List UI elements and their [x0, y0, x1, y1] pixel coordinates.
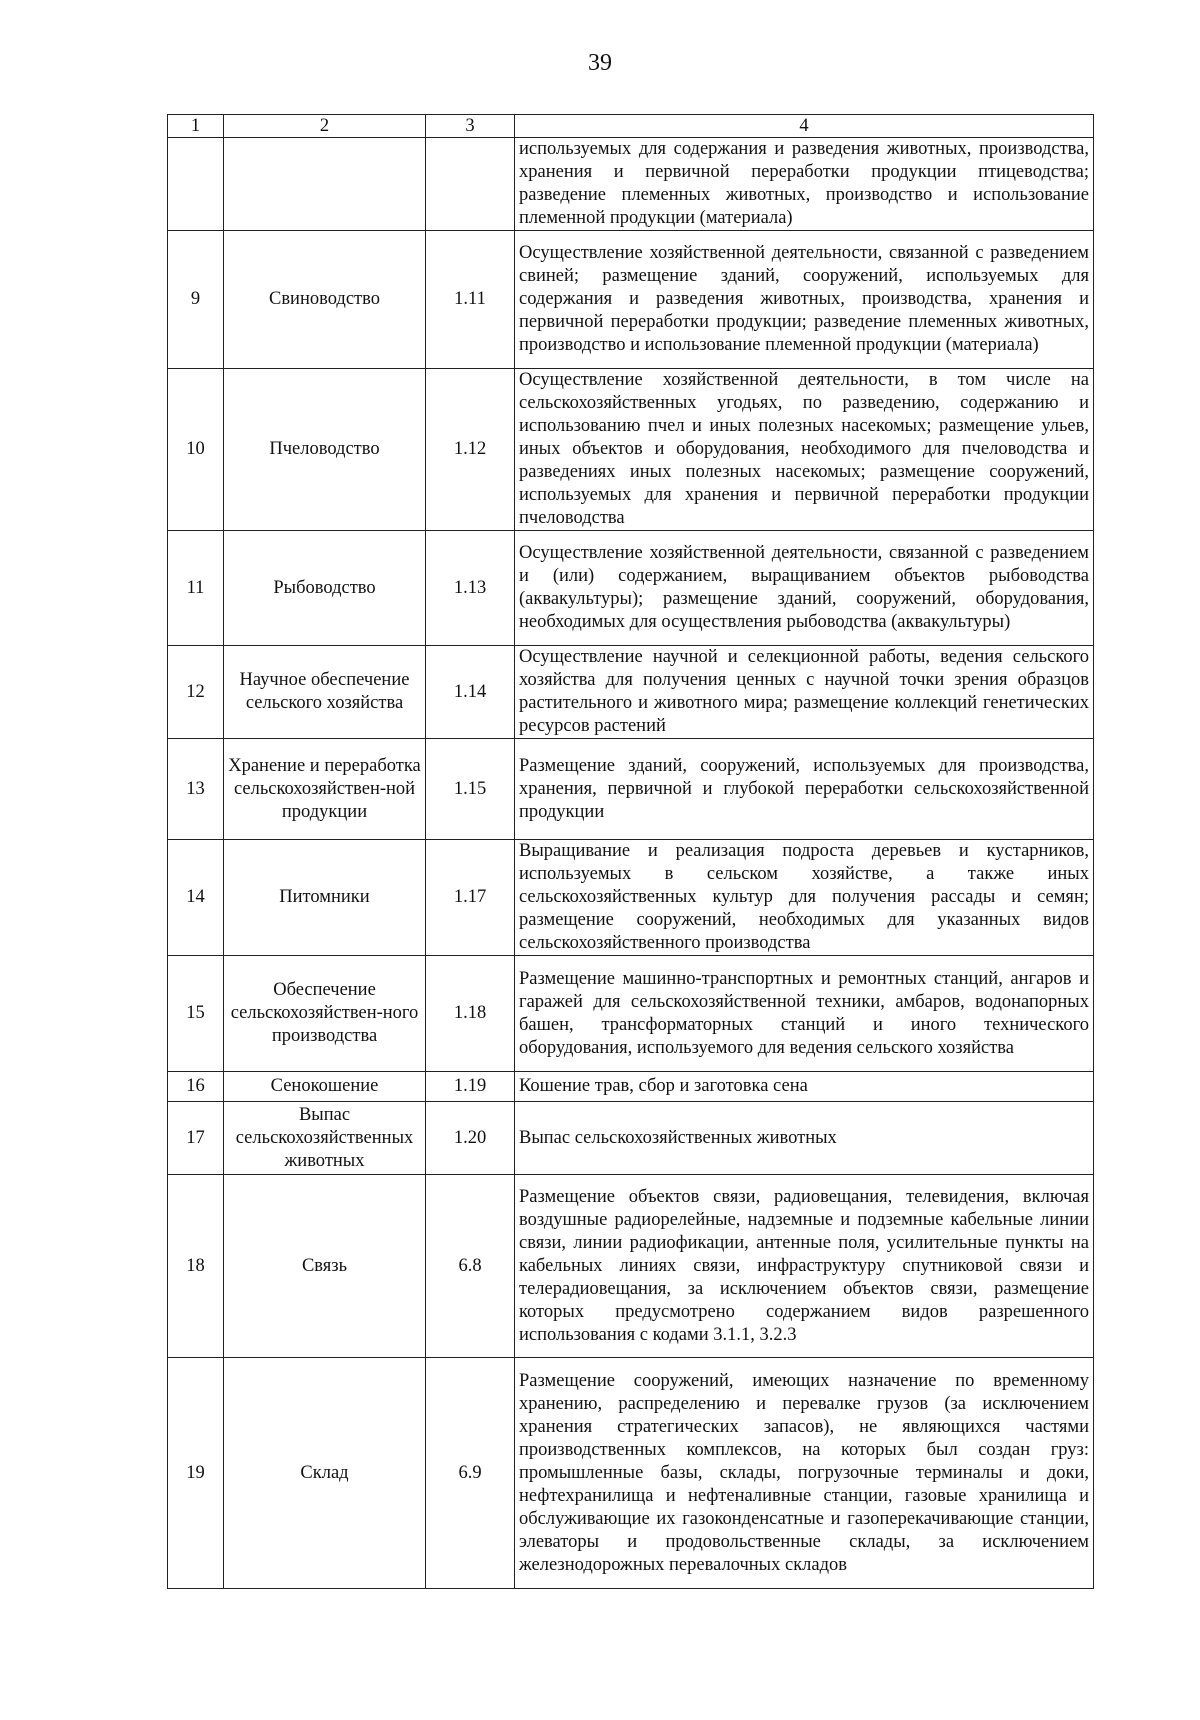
row-description-cell: используемых для содержания и разведения животных, производства, хранения и первичной переработки продукции птицеводства; разведение племенных животных, производство и использование племенной продукции (материала) — [515, 138, 1094, 231]
row-number-cell: 12 — [168, 646, 224, 739]
row-description-cell: Осуществление хозяйственной деятельности, связанной с разведением и (или) содержанием, выращиванием объектов рыбоводства (аквакультуры); размещение зданий, сооружений, оборудования, необходимых для осуществления рыбоводства (аквакультуры) — [515, 531, 1094, 646]
table-row — [168, 739, 1094, 840]
row-number-cell: 14 — [168, 840, 224, 956]
column-header-description: 4 — [515, 115, 1094, 138]
row-number-cell: 19 — [168, 1358, 224, 1589]
table-header-row — [168, 115, 1094, 138]
table-row — [168, 231, 1094, 369]
row-name-cell: Питомники — [224, 840, 426, 956]
row-number-cell: 13 — [168, 739, 224, 840]
row-name-cell: Свиноводство — [224, 231, 426, 369]
row-code-cell: 1.14 — [426, 646, 515, 739]
row-code-cell: 6.8 — [426, 1175, 515, 1358]
row-description-cell: Размещение зданий, сооружений, используемых для производства, хранения, первичной и глубокой переработки сельскохозяйственной продукции — [515, 739, 1094, 840]
row-name-cell: Связь — [224, 1175, 426, 1358]
row-description-cell: Осуществление научной и селекционной работы, ведения сельского хозяйства для получения ценных с научной точки зрения образцов растительного и животного мира; размещение коллекций генетических ресурсов растений — [515, 646, 1094, 739]
row-name-cell: Научное обеспечение сельского хозяйства — [224, 646, 426, 739]
row-description-cell: Кошение трав, сбор и заготовка сена — [515, 1072, 1094, 1102]
row-code-cell: 1.18 — [426, 956, 515, 1072]
row-code-cell: 1.15 — [426, 739, 515, 840]
row-code-cell: 1.20 — [426, 1102, 515, 1175]
row-name-cell — [224, 138, 426, 231]
row-code-cell: 6.9 — [426, 1358, 515, 1589]
table-row — [168, 1358, 1094, 1589]
row-number-cell: 10 — [168, 369, 224, 531]
row-code-cell: 1.12 — [426, 369, 515, 531]
row-number-cell: 15 — [168, 956, 224, 1072]
row-description-cell: Размещение объектов связи, радиовещания, телевидения, включая воздушные радиорелейные, надземные и подземные кабельные линии связи, линии радиофикации, антенные поля, усилительные пункты на кабельных линиях связи, инфраструктуру спутниковой связи и телерадиовещания, за исключением объектов связи, размещение которых предусмотрено содержанием видов разрешенного использования с кодами 3.1.1, 3.2.3 — [515, 1175, 1094, 1358]
row-name-cell: Хранение и переработка сельскохозяйствен-ной продукции — [224, 739, 426, 840]
row-description-cell: Размещение сооружений, имеющих назначение по временному хранению, распределению и перевалке грузов (за исключением хранения стратегических запасов), не являющихся частями производственных комплексов, на которых был создан груз: промышленные базы, склады, погрузочные терминалы и доки, нефтехранилища и нефтеналивные станции, газовые хранилища и обслуживающие их газоконденсатные и газоперекачивающие станции, элеваторы и продовольственные склады, за исключением железнодорожных перевалочных складов — [515, 1358, 1094, 1589]
table-row — [168, 369, 1094, 531]
page-number: 39 — [588, 50, 612, 76]
row-number-cell — [168, 138, 224, 231]
table-row — [168, 1102, 1094, 1175]
row-name-cell: Пчеловодство — [224, 369, 426, 531]
row-code-cell: 1.17 — [426, 840, 515, 956]
table-row — [168, 1175, 1094, 1358]
table-row — [168, 138, 1094, 231]
row-code-cell: 1.13 — [426, 531, 515, 646]
row-description-cell: Осуществление хозяйственной деятельности, в том числе на сельскохозяйственных угодьях, по разведению, содержанию и использованию пчел и иных полезных насекомых; размещение ульев, иных объектов и оборудования, необходимого для пчеловодства и разведениях иных полезных насекомых; размещение сооружений, используемых для хранения и первичной переработки продукции пчеловодства — [515, 369, 1094, 531]
table-row — [168, 646, 1094, 739]
row-description-cell: Осуществление хозяйственной деятельности, связанной с разведением свиней; размещение зданий, сооружений, используемых для содержания и разведения животных, производства, хранения и первичной переработки продукции; разведение племенных животных, производство и использование племенной продукции (материала) — [515, 231, 1094, 369]
table-row — [168, 1072, 1094, 1102]
row-code-cell: 1.11 — [426, 231, 515, 369]
row-number-cell: 11 — [168, 531, 224, 646]
row-code-cell — [426, 138, 515, 231]
row-name-cell: Рыбоводство — [224, 531, 426, 646]
row-description-cell: Выпас сельскохозяйственных животных — [515, 1102, 1094, 1175]
table-row — [168, 840, 1094, 956]
row-number-cell: 9 — [168, 231, 224, 369]
row-name-cell: Выпас сельскохозяйственных животных — [224, 1102, 426, 1175]
row-description-cell: Выращивание и реализация подроста деревьев и кустарников, используемых в сельском хозяйстве, а также иных сельскохозяйственных культур для получения рассады и семян; размещение сооружений, необходимых для указанных видов сельскохозяйственного производства — [515, 840, 1094, 956]
table-row — [168, 956, 1094, 1072]
row-name-cell: Обеспечение сельскохозяйствен-ного производства — [224, 956, 426, 1072]
column-header-name: 2 — [224, 115, 426, 138]
column-header-code: 3 — [426, 115, 515, 138]
row-name-cell: Сенокошение — [224, 1072, 426, 1102]
row-number-cell: 16 — [168, 1072, 224, 1102]
row-number-cell: 18 — [168, 1175, 224, 1358]
row-code-cell: 1.19 — [426, 1072, 515, 1102]
land-use-table — [167, 114, 1094, 1589]
table-row — [168, 531, 1094, 646]
row-number-cell: 17 — [168, 1102, 224, 1175]
row-description-cell: Размещение машинно-транспортных и ремонтных станций, ангаров и гаражей для сельскохозяйственной техники, амбаров, водонапорных башен, трансформаторных станций и иного технического оборудования, используемого для ведения сельского хозяйства — [515, 956, 1094, 1072]
row-name-cell: Склад — [224, 1358, 426, 1589]
column-header-number: 1 — [168, 115, 224, 138]
